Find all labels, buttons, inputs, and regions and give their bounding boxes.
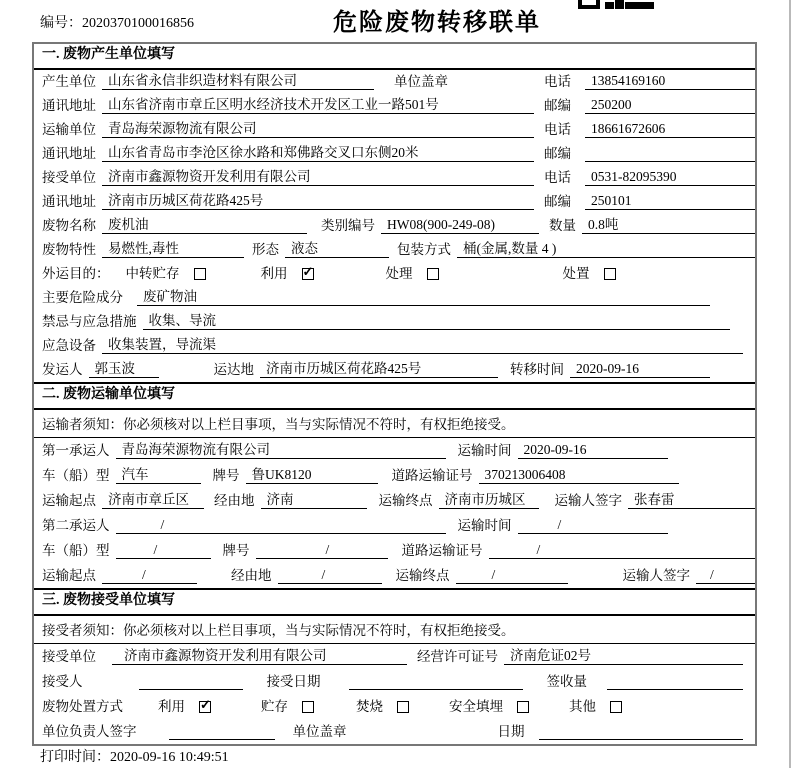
option-incinerate: 焚烧 [356,699,383,714]
unit-seal-label: 单位盖章 [292,724,347,739]
hazard-value: 废矿物油 [137,285,710,306]
serial-number [40,12,194,32]
waste-name-label: 废物名称 [42,218,96,233]
option-utilize: 利用 [260,266,288,281]
responsible-sign-label: 单位负责人签字 [42,724,137,739]
transport-time-label: 运输时间 [457,443,512,458]
row-hazard [34,286,755,310]
accept-unit-value: 济南市鑫源物资开发利用有限公司 [112,644,407,665]
checkbox-landfill [517,701,529,713]
property-value: 易燃性,毒性 [102,237,244,258]
acceptor-label: 接受人 [42,674,83,689]
carrier2-label: 第二承运人 [42,518,110,533]
row-vehicle1 [34,463,755,488]
via-label: 经由地 [231,568,272,583]
serial-label: 编号： [40,16,82,31]
carrier1-time-value: 2020-09-16 [518,442,668,459]
vehicle2-license-value: / [489,542,756,559]
row-acceptor [34,669,755,694]
receiver-notice-text: 接受者须知：你必须核对以上栏目事项，当与实际情况不符时，有权拒绝接受。 [42,623,515,638]
destination-value: 济南市历城区荷花路425号 [260,357,498,378]
sign-qty-value [607,673,743,690]
checkbox-transfer-storage [194,268,206,280]
packing-label: 包装方式 [397,242,451,257]
option-treat: 处理 [385,266,413,281]
hazard-label: 主要危险成分 [42,290,123,305]
route-start-label: 运输起点 [42,493,96,508]
receiver-postcode-value: 250101 [585,193,755,210]
page-right-edge [789,0,791,768]
row-carrier2 [34,513,755,538]
address-label: 通讯地址 [42,146,96,161]
carrier2-time-value: / [518,517,668,534]
vehicle2-type-value: / [116,542,211,559]
route-end-label: 运输终点 [378,493,433,508]
postcode-label: 邮编 [544,98,571,113]
row-signature [34,719,755,744]
receiver-label: 接受单位 [42,170,96,185]
producer-tel-value: 13854169160 [585,73,755,90]
property-label: 废物特性 [42,242,96,257]
via-label: 经由地 [214,493,255,508]
plate-label: 牌号 [222,543,250,558]
row-route2 [34,563,755,588]
checkbox-utilize [302,268,314,280]
transporter-sign-label: 运输人签字 [554,493,622,508]
row-taboo [34,310,755,334]
route2-end-value: / [456,567,568,584]
destination-label: 运达地 [213,362,254,377]
category-value: HW08(900-249-08) [381,217,539,234]
address-label: 通讯地址 [42,98,96,113]
form-value: 液态 [285,237,389,258]
checkbox-incinerate [397,701,409,713]
page-title: 危险废物转移联单 [333,10,541,36]
date-label: 日期 [497,724,525,739]
accept-date-label: 接受日期 [266,674,321,689]
row-transporter-address [34,142,755,166]
transporter-label: 运输单位 [42,122,96,137]
sign-qty-label: 签收量 [546,674,587,689]
waste-name-value: 废机油 [102,213,307,234]
section3-title: 三. 废物接受单位填写 [42,593,175,608]
unit-seal-label: 单位盖章 [394,74,448,89]
document-header [0,0,796,42]
print-time [40,746,229,766]
accept-unit-label: 接受单位 [42,649,96,664]
transfer-time-label: 转移时间 [510,362,564,377]
checkbox-store [302,701,314,713]
tel-label: 电话 [544,122,571,137]
producer-label: 产生单位 [42,74,96,89]
row-carrier1 [34,438,755,463]
tel-label: 电话 [544,170,571,185]
carrier1-value: 青岛海荣源物流有限公司 [116,438,446,459]
row-equipment [34,334,755,358]
section1-title: 一. 废物产生单位填写 [42,47,175,62]
equipment-label: 应急设备 [42,338,96,353]
road-license-label: 道路运输证号 [391,468,473,483]
section3-header [34,588,755,616]
row-accept-unit [34,644,755,669]
route1-start-value: 济南市章丘区 [102,488,204,509]
serial-value: 2020370100016856 [82,16,194,31]
disposal-label: 废物处置方式 [42,699,123,714]
checkbox-other [610,701,622,713]
row-transporter [34,118,755,142]
row-waste-name [34,214,755,238]
checkbox-treat [427,268,439,280]
equipment-value: 收集装置，导流渠 [102,333,743,354]
receiver-value: 济南市鑫源物资开发利用有限公司 [102,165,534,186]
quantity-value: 0.8吨 [582,213,755,234]
transporter-address-value: 山东省青岛市李沧区徐水路和郑佛路交叉口东侧20米 [102,141,534,162]
plate-label: 牌号 [212,468,240,483]
section2-title: 二. 废物运输单位填写 [42,387,175,402]
shipper-label: 发运人 [42,362,83,377]
transport-time-label: 运输时间 [457,518,512,533]
checkbox-utilize [199,701,211,713]
manifest-form [32,42,757,746]
transporter-tel-value: 18661672606 [585,121,755,138]
option-dispose: 处置 [562,266,590,281]
producer-value: 山东省永信非织造材料有限公司 [102,69,374,90]
taboo-label: 禁忌与应急措施 [42,314,137,329]
row-transporter-notice [34,410,755,438]
route-end-label: 运输终点 [395,568,450,583]
route2-start-value: / [102,567,197,584]
route2-sign-value: / [696,567,755,584]
date-value [539,723,744,740]
business-license-label: 经营许可证号 [417,649,498,664]
option-store: 贮存 [261,699,288,714]
road-license-label: 道路运输证号 [401,543,483,558]
business-license-value: 济南危证02号 [504,644,743,665]
checkbox-dispose [604,268,616,280]
carrier2-value: / [116,517,446,534]
option-other: 其他 [569,699,596,714]
route1-via-value: 济南 [261,488,367,509]
row-vehicle2 [34,538,755,563]
receiver-address-value: 济南市历城区荷花路425号 [102,189,534,210]
producer-address-value: 山东省济南市章丘区明水经济技术开发区工业一路501号 [102,93,534,114]
row-route1 [34,488,755,513]
route2-via-value: / [278,567,382,584]
carrier1-label: 第一承运人 [42,443,110,458]
row-receiver [34,166,755,190]
transporter-sign-label: 运输人签字 [622,568,690,583]
vehicle1-license-value: 370213006408 [479,467,679,484]
postcode-label: 邮编 [544,194,571,209]
route1-sign-value: 张春雷 [628,488,755,509]
vehicle-type-label: 车（船）型 [42,468,110,483]
row-disposal [34,694,755,719]
print-time-value: 2020-09-16 10:49:51 [110,750,229,765]
responsible-sign-value [169,723,275,740]
option-landfill: 安全填埋 [449,699,503,714]
packing-value: 桶(金属,数量 4 ) [457,237,755,258]
row-producer [34,70,755,94]
postcode-label: 邮编 [544,146,571,161]
row-receiver-notice [34,616,755,644]
row-shipper [34,358,755,382]
route1-end-value: 济南市历城区 [439,488,539,509]
row-receiver-address [34,190,755,214]
print-time-label: 打印时间： [40,750,110,765]
producer-postcode-value: 250200 [585,97,755,114]
tel-label: 电话 [544,74,571,89]
row-producer-address [34,94,755,118]
vehicle1-type-value: 汽车 [116,463,201,484]
qr-code-fragment-icon [578,0,654,10]
category-label: 类别编号 [321,218,375,233]
transporter-value: 青岛海荣源物流有限公司 [102,117,534,138]
transporter-notice-text: 运输者须知：你必须核对以上栏目事项，当与实际情况不符时，有权拒绝接受。 [42,417,515,432]
row-purpose [34,262,755,286]
acceptor-value [139,673,243,690]
option-transfer-storage: 中转贮存 [125,266,180,281]
accept-date-value [349,673,523,690]
form-label: 形态 [252,242,279,257]
section1-header [34,44,755,70]
quantity-label: 数量 [549,218,576,233]
route-start-label: 运输起点 [42,568,96,583]
transporter-postcode-value [585,145,755,162]
receiver-tel-value: 0531-82095390 [585,169,755,186]
shipper-value: 郭玉波 [89,357,159,378]
row-waste-property [34,238,755,262]
option-utilize: 利用 [158,699,185,714]
vehicle1-plate-value: 鲁UK8120 [246,463,378,484]
transfer-time-value: 2020-09-16 [570,361,710,378]
address-label: 通讯地址 [42,194,96,209]
purpose-label: 外运目的： [42,266,110,281]
section2-header [34,382,755,410]
vehicle2-plate-value: / [256,542,388,559]
vehicle-type-label: 车（船）型 [42,543,110,558]
taboo-value: 收集、导流 [143,309,731,330]
